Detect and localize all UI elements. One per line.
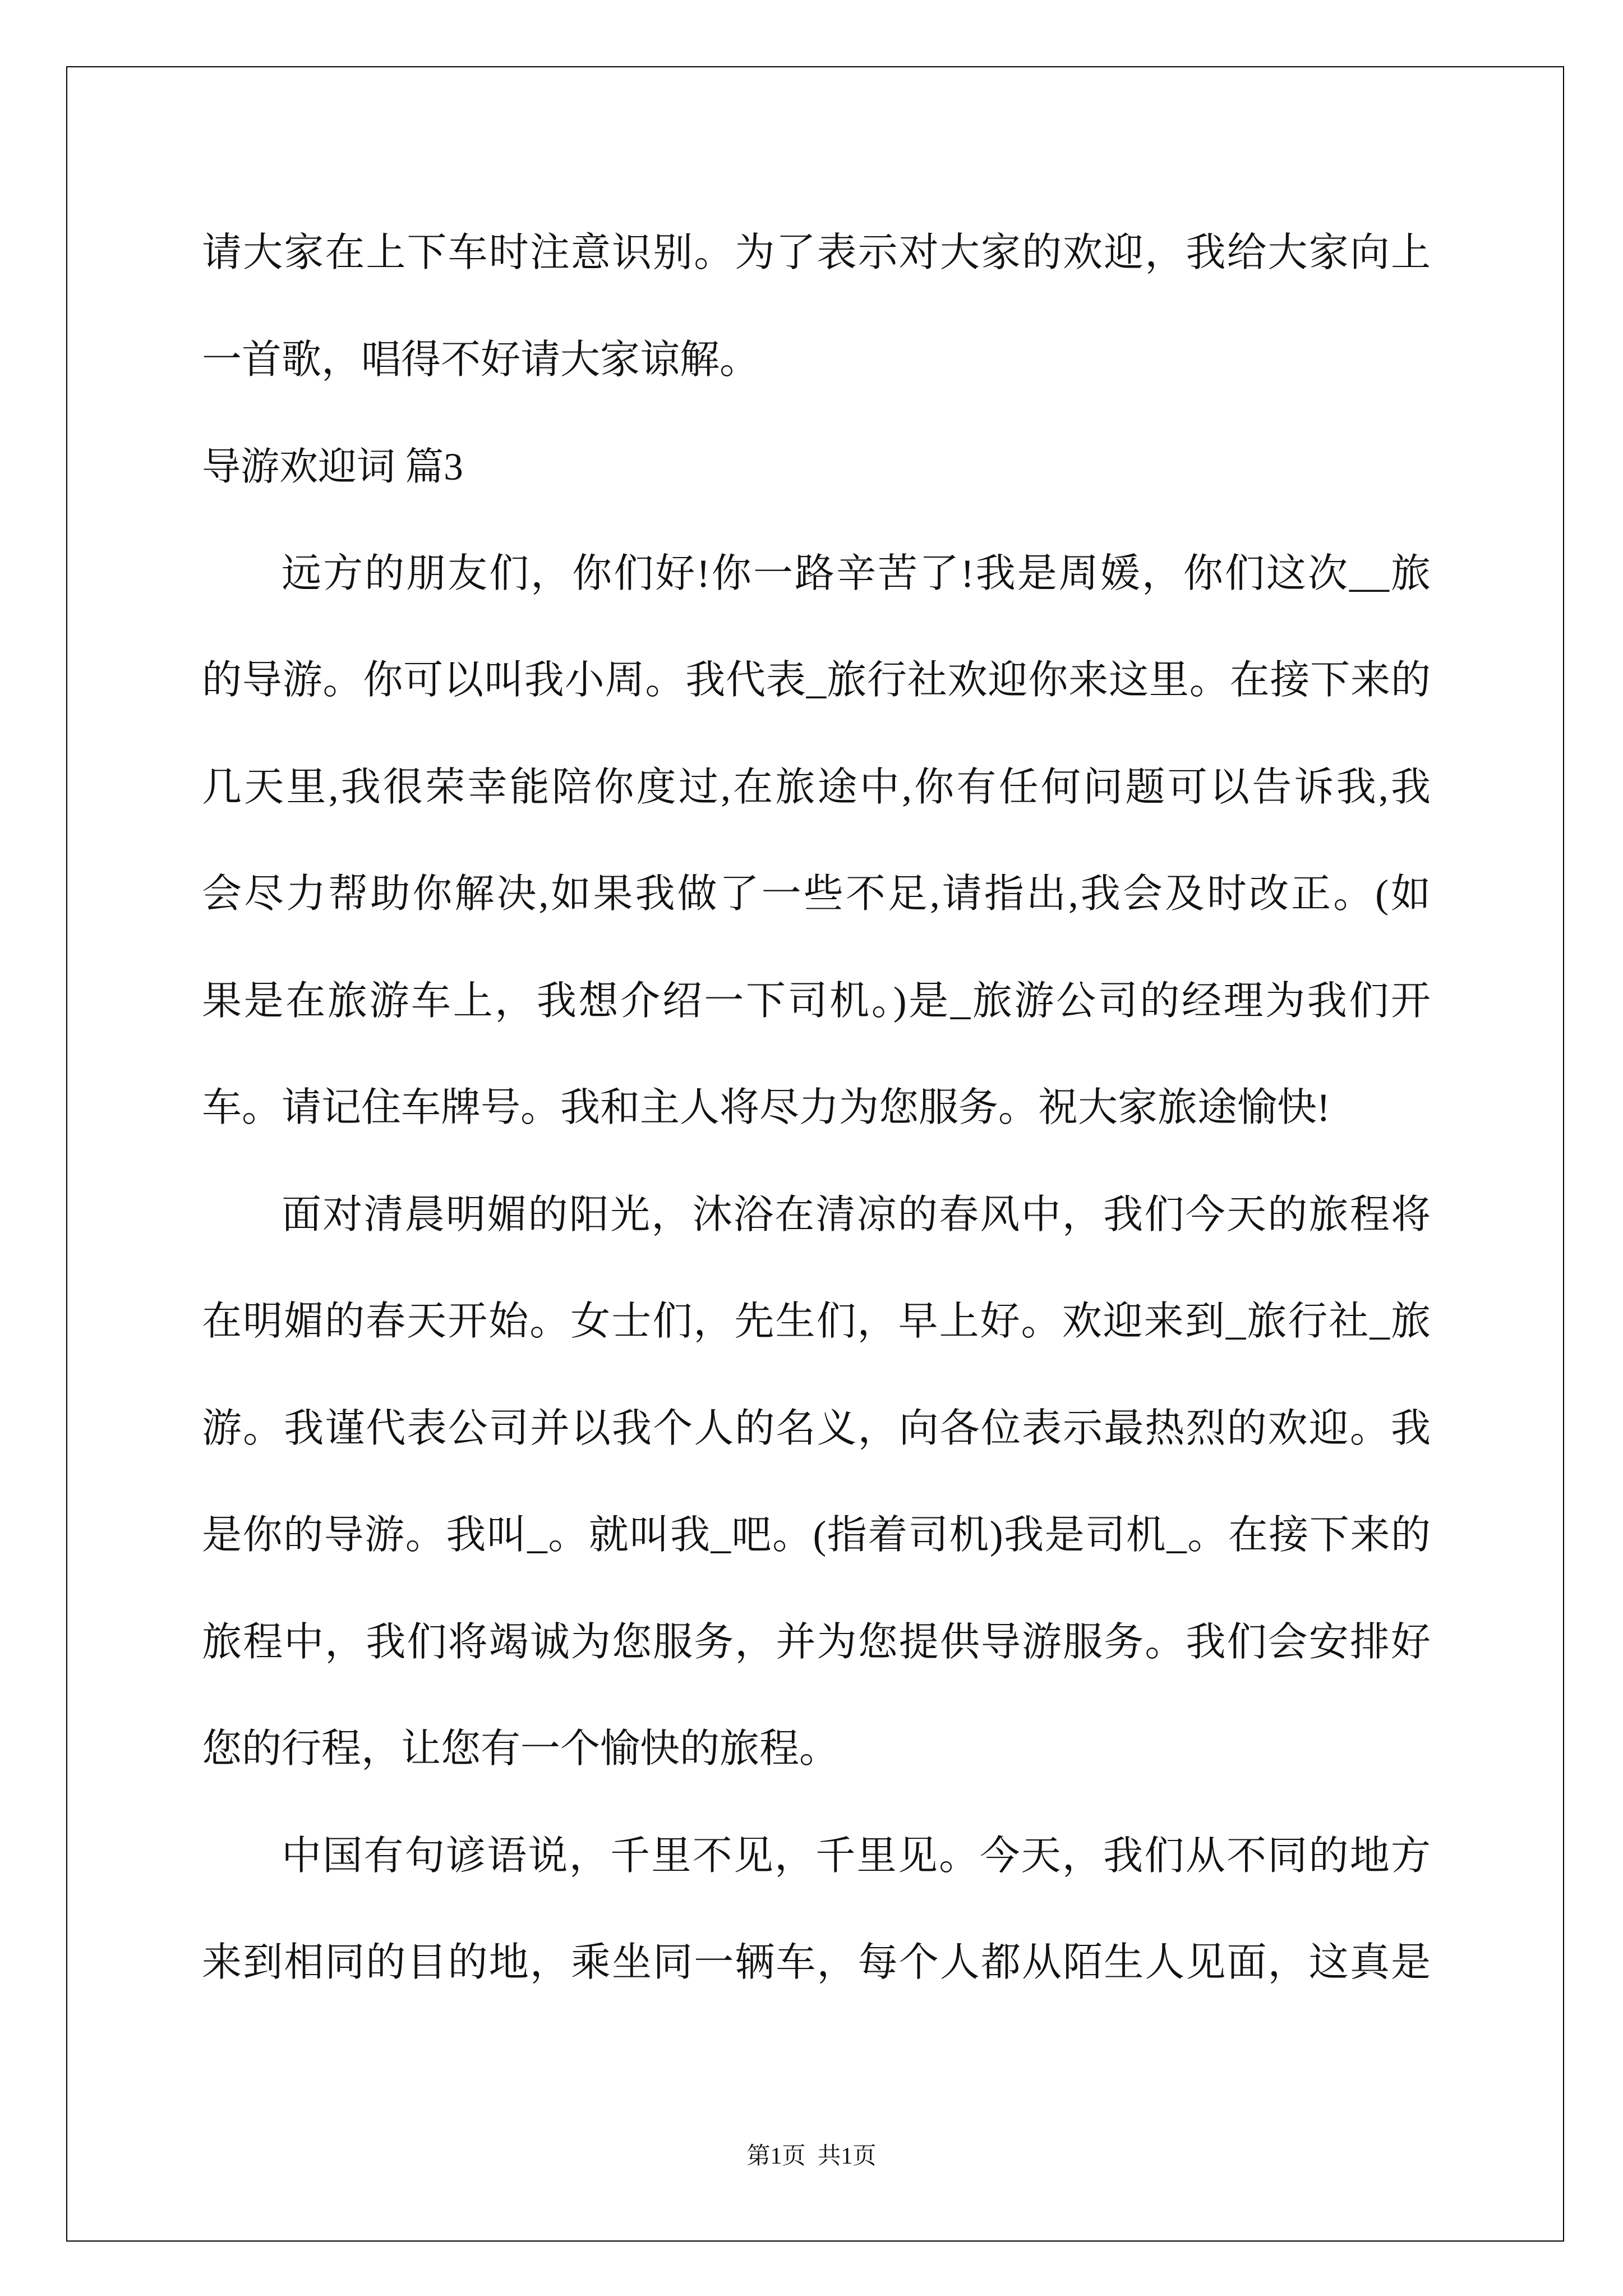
text-line: 游。我谨代表公司并以我个人的名义，向各位表示最热烈的欢迎。我 (202, 1406, 1431, 1451)
text-line: 中国有句谚语说，千里不见，千里见。今天，我们从不同的地方 (282, 1834, 1431, 1878)
text-line: 几天里,我很荣幸能陪你度过,在旅途中,你有任何问题可以告诉我,我 (202, 765, 1431, 809)
paragraph (202, 521, 1431, 1162)
text-line: 远方的朋友们，你们好!你一路辛苦了!我是周媛，你们这次__旅 (282, 551, 1431, 596)
text-line: 请大家在上下车时注意识别。为了表示对大家的欢迎，我给大家向上 (202, 231, 1431, 275)
text-line: 您的行程，让您有一个愉快的旅程。 (202, 1727, 840, 1771)
document-body (202, 200, 1431, 2017)
text-line: 在明媚的春天开始。女士们，先生们，早上好。欢迎来到_旅行社_旅 (202, 1300, 1431, 1343)
text-line: 果是在旅游车上，我想介绍一下司机。)是_旅游公司的经理为我们开 (202, 979, 1431, 1023)
text-line: 的导游。你可以叫我小周。我代表_旅行社欢迎你来这里。在接下来的 (202, 659, 1431, 702)
text-line: 是你的导游。我叫_。就叫我_吧。(指着司机)我是司机_。在接下来的 (202, 1513, 1431, 1557)
text-line: 会尽力帮助你解决,如果我做了一些不足,请指出,我会及时改正。(如 (202, 872, 1431, 916)
page-number-footer: 第1页 共1页 (746, 2143, 877, 2169)
text-line: 车。请记住车牌号。我和主人将尽力为您服务。祝大家旅途愉快! (202, 1086, 1330, 1130)
paragraph (202, 1803, 1431, 2017)
text-line: 面对清晨明媚的阳光，沐浴在清凉的春风中，我们今天的旅程将 (282, 1193, 1431, 1237)
paragraph-continued (202, 200, 1431, 413)
section-heading: 导游欢迎词 篇3 (202, 445, 463, 488)
text-line: 来到相同的目的地，乘坐同一辆车，每个人都从陌生人见面，这真是 (202, 1941, 1431, 1985)
text-line: 旅程中，我们将竭诚为您服务，并为您提供导游服务。我们会安排好 (202, 1620, 1431, 1664)
paragraph (202, 1162, 1431, 1803)
text-line: 一首歌，唱得不好请大家谅解。 (202, 338, 760, 382)
